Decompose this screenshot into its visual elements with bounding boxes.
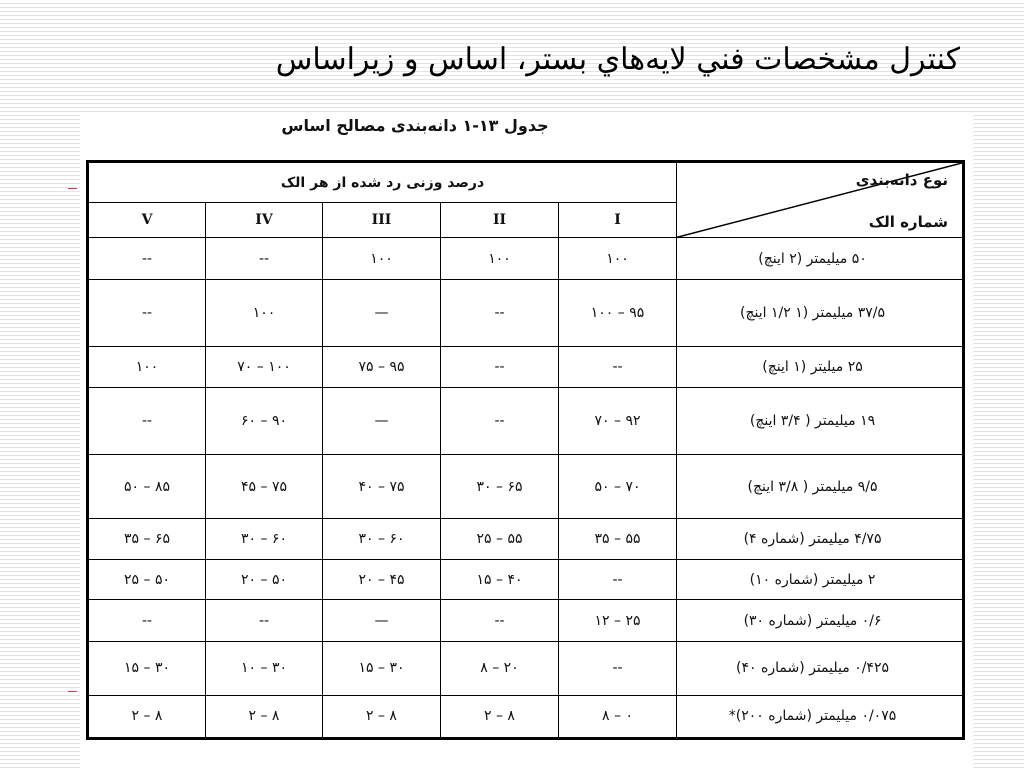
column-header: III: [323, 203, 441, 238]
table-cell: ۱۰۰: [441, 238, 559, 280]
table-cell: ۵۰ – ۷۰: [559, 454, 677, 518]
table-row: [88, 560, 964, 600]
table-row: [88, 238, 964, 280]
table-cell: ۱۰۰: [88, 346, 206, 387]
table-cell: ۳۰ – ۶۰: [206, 519, 323, 560]
table-cell: ۱۵ – ۴۰: [441, 560, 559, 600]
column-header: V: [88, 203, 206, 238]
table-row: [88, 387, 964, 454]
table-cell: ۵۰ – ۸۵: [88, 454, 206, 518]
sieve-label: ۹/۵ میلیمتر ( ۳/۸ اینچ): [677, 454, 964, 518]
table-cell: --: [441, 280, 559, 346]
table-cell: ۴۵ – ۷۵: [206, 454, 323, 518]
table-cell: --: [206, 600, 323, 641]
table-cell: —: [323, 387, 441, 454]
table-cell: --: [206, 238, 323, 280]
table-cell: --: [88, 238, 206, 280]
table-cell: ۳۵ – ۵۵: [559, 519, 677, 560]
column-header: IV: [206, 203, 323, 238]
table-row: [88, 695, 964, 738]
table-cell: --: [88, 387, 206, 454]
gradation-table: [86, 160, 965, 740]
table-cell: ۱۵ – ۳۰: [88, 641, 206, 695]
table-cell: --: [441, 600, 559, 641]
table-row: [88, 641, 964, 695]
table-cell: —: [323, 600, 441, 641]
table-cell: ۱۵ – ۳۰: [323, 641, 441, 695]
table-cell: --: [559, 641, 677, 695]
table-cell: --: [88, 280, 206, 346]
table-cell: ۲ – ۸: [88, 695, 206, 738]
sieve-label: ۰/۰۷۵ میلیمتر (شماره ۲۰۰)*: [677, 695, 964, 738]
table-cell: ۲۵ – ۵۰: [88, 560, 206, 600]
header-row-group: [88, 162, 964, 203]
margin-mark: [68, 188, 77, 189]
table-cell: ۱۰۰: [559, 238, 677, 280]
table-cell: ۷۰ – ۱۰۰: [206, 346, 323, 387]
sieve-label: ۴/۷۵ میلیمتر (شماره ۴): [677, 519, 964, 560]
table-cell: ۲۰ – ۵۰: [206, 560, 323, 600]
margin-mark: [68, 691, 77, 692]
table-cell: ۶۰ – ۹۰: [206, 387, 323, 454]
table-cell: ۴۰ – ۷۵: [323, 454, 441, 518]
table-caption: جدول ۱۳-۱ دانه‌بندی مصالح اساس: [281, 116, 549, 135]
table-cell: ۳۰ – ۶۵: [441, 454, 559, 518]
table-cell: ۷۰ – ۹۲: [559, 387, 677, 454]
table-cell: --: [441, 387, 559, 454]
table-cell: ۳۵ – ۶۵: [88, 519, 206, 560]
table-cell: --: [441, 346, 559, 387]
table-cell: ۲ – ۸: [206, 695, 323, 738]
column-header: II: [441, 203, 559, 238]
table-cell: ۷۵ – ۹۵: [323, 346, 441, 387]
table-row: [88, 600, 964, 641]
column-header: I: [559, 203, 677, 238]
table-cell: ۱۰ – ۳۰: [206, 641, 323, 695]
sieve-label: ۳۷/۵ میلیمتر (۱ ۱/۲ اینچ): [677, 280, 964, 346]
table-cell: ۸ – ۰: [559, 695, 677, 738]
table-cell: ۲ – ۸: [323, 695, 441, 738]
table-cell: ۱۰۰: [206, 280, 323, 346]
table-cell: ۱۲ – ۲۵: [559, 600, 677, 641]
table-cell: ۸ – ۲۰: [441, 641, 559, 695]
table-row: [88, 346, 964, 387]
table-cell: ۲۵ – ۵۵: [441, 519, 559, 560]
sieve-label: ۵۰ میلیمتر (۲ اینچ): [677, 238, 964, 280]
table-row: [88, 519, 964, 560]
sieve-label: ۱۹ میلیمتر ( ۳/۴ اینچ): [677, 387, 964, 454]
group-header: درصد وزنی رد شده از هر الک: [88, 162, 677, 203]
table-cell: --: [559, 346, 677, 387]
table-cell: ۱۰۰ – ۹۵: [559, 280, 677, 346]
sieve-label: ۲۵ میلیتر (۱ اینچ): [677, 346, 964, 387]
corner-header: [677, 162, 964, 238]
corner-top-label: نوع دانه‌بندی: [855, 171, 949, 189]
table-cell: --: [559, 560, 677, 600]
corner-bottom-label: شماره الک: [868, 213, 949, 232]
slide-title: کنترل مشخصات فني لايه‌هاي بستر، اساس و زيراساس: [275, 42, 960, 77]
table-cell: ۱۰۰: [323, 238, 441, 280]
table-cell: ۳۰ – ۶۰: [323, 519, 441, 560]
sieve-label: ۲ میلیمتر (شماره ۱۰): [677, 560, 964, 600]
table-cell: —: [323, 280, 441, 346]
table-cell: --: [88, 600, 206, 641]
table-row: [88, 454, 964, 518]
sieve-label: ۰/۶ میلیمتر (شماره ۳۰): [677, 600, 964, 641]
table-cell: ۲ – ۸: [441, 695, 559, 738]
table-cell: ۲۰ – ۴۵: [323, 560, 441, 600]
table-row: [88, 280, 964, 346]
sieve-label: ۰/۴۲۵ میلیمتر (شماره ۴۰): [677, 641, 964, 695]
